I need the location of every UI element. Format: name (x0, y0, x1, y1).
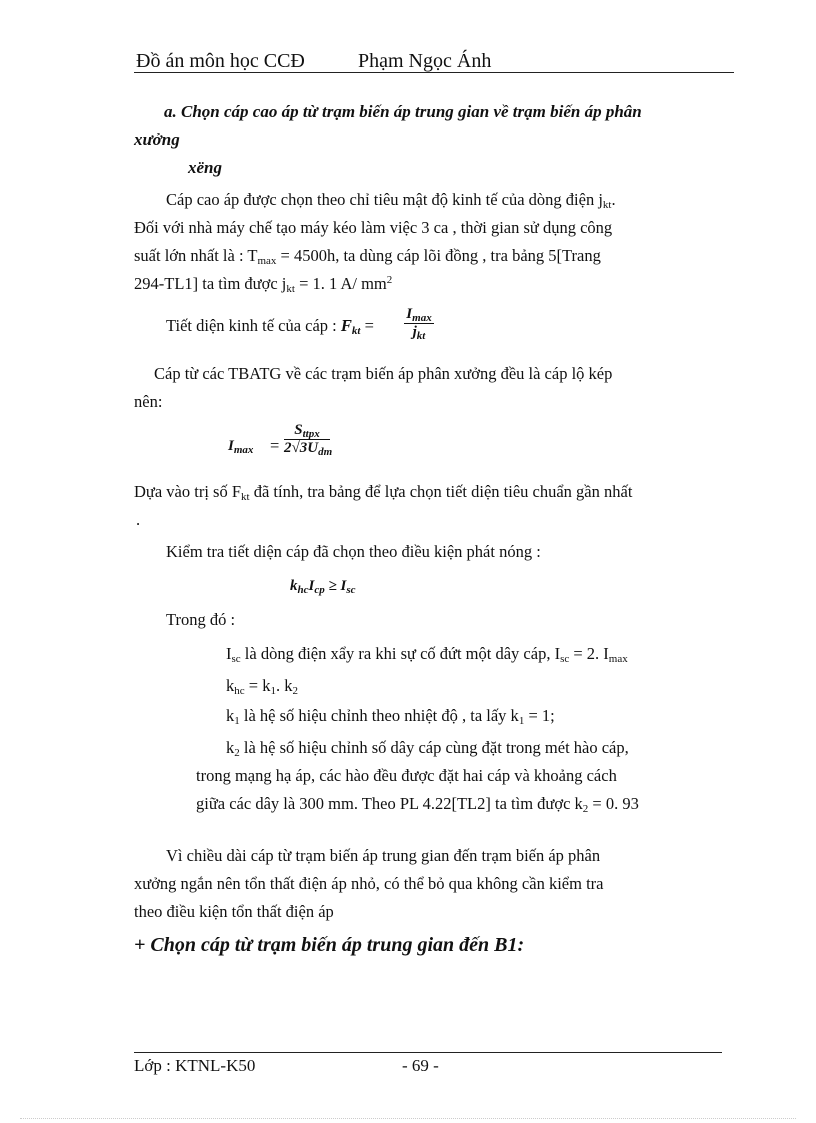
section-a-title-garbled: xëng (188, 158, 222, 177)
econ-numerator: $I_{max}$ (406, 306, 432, 324)
where-k2-line1: $k_2$ là hệ số hiệu chỉnh số dây cáp cùng đặt trong mét hào cáp, (226, 738, 629, 759)
check-formula: $k_{hc}I_{cp} \ge I_{sc}$ (290, 578, 356, 596)
para1-line4: 294-TL1] ta tìm được $j_{kt} = 1$. 1 A/ $mm^2$ (134, 274, 393, 295)
para2-line2: nên: (134, 392, 163, 411)
page-number: - 69 - (402, 1056, 439, 1075)
para1-line2: Đối với nhà máy chế tạo máy kéo làm việc 3 ca , thời gian sử dụng công (134, 218, 613, 237)
para2-line1: Cáp từ các TBATG về các trạm biến áp phân xưởng đều là cáp lộ kép (154, 364, 613, 383)
header-author: Phạm Ngọc Ánh (358, 50, 492, 72)
para3-line2: . (136, 510, 141, 529)
subheading-b1: + Chọn cáp từ trạm biến áp trung gian đến B1: (134, 934, 525, 956)
para3-line1: Dựa vào trị số $F_{kt}$ đã tính, tra bảng để lựa chọn tiết diện tiêu chuẩn gần nhất (134, 482, 633, 503)
para4-line3: theo điều kiện tổn thất điện áp (134, 902, 334, 921)
para4-line2: xưởng ngắn nên tổn thất điện áp nhỏ, có thể bỏ qua không cần kiểm tra (134, 874, 604, 893)
header-course: Đồ án môn học CCĐ (136, 50, 305, 72)
where-label: Trong đó : (166, 610, 236, 629)
econ-label: Tiết diện kinh tế của cáp : $F_{kt}$ = (166, 316, 374, 337)
para4-line1: Vì chiều dài cáp từ trạm biến áp trung gian đến trạm biến áp phân (166, 846, 601, 865)
econ-denominator: $j_{kt}$ (412, 324, 426, 342)
section-a-title: a. Chọn cáp cao áp từ trạm biến áp trung gian về trạm biến áp phân (164, 102, 642, 121)
imax-denominator: $2√3U_{dm}$ (284, 440, 333, 458)
page-bottom-dotted-line (20, 1118, 796, 1119)
imax-fraction (284, 422, 333, 458)
where-k2-line3: giữa các dây là 300 mm. Theo PL 4.22[TL2] ta tìm được $k_2 = 0$. 93 (196, 794, 639, 815)
imax-equals: = (270, 436, 280, 455)
where-k2-line2: trong mạng hạ áp, các hào đều được đặt hai cáp và khoảng cách (196, 766, 617, 785)
where-isc: $I_{sc}$ là dòng điện xẩy ra khi sự cố đứt một dây cáp, $I_{sc} = 2$. $I_{max}$ (226, 644, 628, 665)
where-k1: $k_1$ là hệ số hiệu chỉnh theo nhiệt độ , ta lấy $k_1 = 1$; (226, 706, 555, 727)
section-a-title-cont: xưởng (134, 130, 180, 149)
header-rule (134, 72, 734, 73)
para1-line3: suất lớn nhất là : $T_{max} = 4500h$, ta dùng cáp lõi đồng , tra bảng 5[Trang (134, 246, 601, 267)
imax-numerator: $S_{ttpx}$ (294, 422, 320, 440)
imax-lhs: $I_{max}$ (228, 438, 254, 456)
check-line: Kiểm tra tiết diện cáp đã chọn theo điều kiện phát nóng : (166, 542, 541, 561)
footer-class: Lớp : KTNL-K50 (134, 1056, 256, 1075)
econ-fraction (404, 306, 434, 341)
where-khc: $k_{hc} = k_1$. $k_2$ (226, 676, 298, 697)
footer-rule (134, 1052, 722, 1053)
para1-line1: Cáp cao áp được chọn theo chỉ tiêu mật độ kinh tế của dòng điện $j_{kt}$. (166, 190, 616, 211)
